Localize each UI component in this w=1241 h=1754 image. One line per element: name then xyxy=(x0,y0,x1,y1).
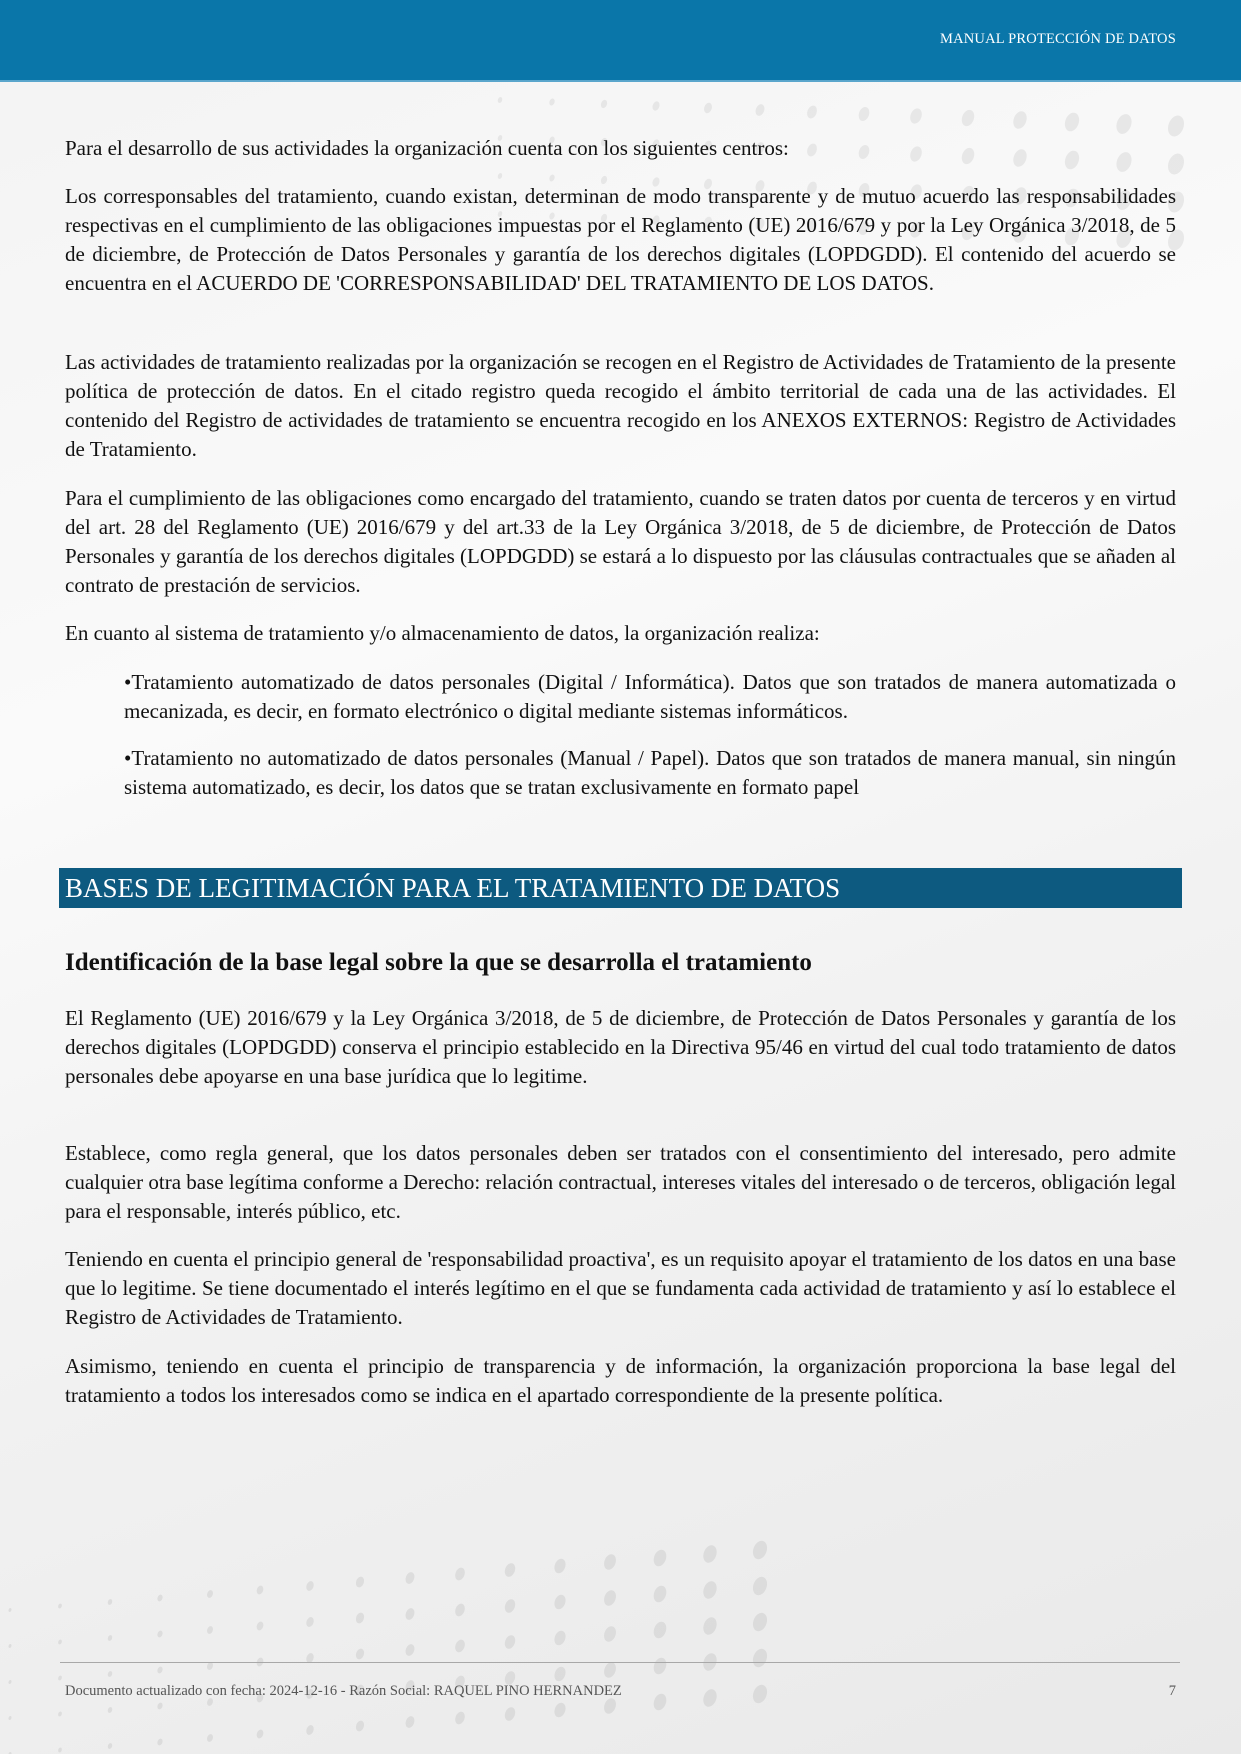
paragraph: El Reglamento (UE) 2016/679 y la Ley Orgánica 3/2018, de 5 de diciembre, de Protección de Datos Personales y garantía de los derechos digitales (LOPDGDD) conserva el principio establecido en la Directiva 95/46 en virtud del cual todo tratamiento de datos personales debe apoyarse en una base jurídica que lo legitime. xyxy=(65,1006,1176,1088)
paragraph: Establece, como regla general, que los datos personales deben ser tratados con el consentimiento del interesado, pero admite cualquier otra base legítima conforme a Derecho: relación contractual, intereses vitales del interesado o de terceros, obligación legal para el responsable, interés público, etc. xyxy=(65,1141,1176,1223)
footer-divider xyxy=(60,1662,1180,1663)
page-number: 7 xyxy=(1168,1683,1176,1699)
paragraph: Teniendo en cuenta el principio general de 'responsabilidad proactiva', es un requisito apoyar el tratamiento de los datos en una base que lo legitime. Se tiene documentado el interés legítimo en el que se fundamenta cada actividad de tratamiento y así lo establece el Registro de Actividades de Tratamiento. xyxy=(65,1247,1176,1329)
subheading: Identificación de la base legal sobre la que se desarrolla el tratamiento xyxy=(65,949,812,976)
paragraph: Para el cumplimiento de las obligaciones como encargado del tratamiento, cuando se traten datos por cuenta de terceros y en virtud del art. 28 del Reglamento (UE) 2016/679 y del art.33 de la Ley Orgánica 3/2018, de 5 de diciembre, de Protección de Datos Personales y garantía de los derechos digitales (LOPDGDD) se estará a lo dispuesto por las cláusulas contractuales que se añaden al contrato de prestación de servicios. xyxy=(65,486,1176,597)
paragraph: En cuanto al sistema de tratamiento y/o almacenamiento de datos, la organización realiza: xyxy=(65,621,820,645)
paragraph: Los corresponsables del tratamiento, cuando existan, determinan de modo transparente y de mutuo acuerdo las responsabilidades respectivas en el cumplimiento de las obligaciones impuestas por el Reglamento (UE) 2016/679 y por la Ley Orgánica 3/2018, de 5 de diciembre, de Protección de Datos Personales y garantía de los derechos digitales (LOPDGDD). El contenido del acuerdo se encuentra en el ACUERDO DE 'CORRESPONSABILIDAD' DEL TRATAMIENTO DE LOS DATOS. xyxy=(65,184,1176,295)
header-title: MANUAL PROTECCIÓN DE DATOS xyxy=(939,31,1176,47)
bullet-item: •Tratamiento automatizado de datos personales (Digital / Informática). Datos que son tratados de manera automatizada o mecanizada, es decir, en formato electrónico o digital mediante sistemas informáticos. xyxy=(124,670,1176,723)
footer-text: Documento actualizado con fecha: 2024-12-16 - Razón Social: RAQUEL PINO HERNANDEZ xyxy=(65,1683,622,1699)
paragraph: Asimismo, teniendo en cuenta el principio de transparencia y de información, la organización proporciona la base legal del tratamiento a todos los interesados como se indica en el apartado correspondiente de la presente política. xyxy=(65,1354,1176,1407)
page-header xyxy=(0,0,1241,82)
section-title: BASES DE LEGITIMACIÓN PARA EL TRATAMIENTO DE DATOS xyxy=(59,868,1182,908)
paragraph: Para el desarrollo de sus actividades la organización cuenta con los siguientes centros: xyxy=(65,136,789,160)
paragraph: Las actividades de tratamiento realizadas por la organización se recogen en el Registro de Actividades de Tratamiento de la presente política de protección de datos. En el citado registro queda recogido el ámbito territorial de cada una de las actividades. El contenido del Registro de actividades de tratamiento se encuentra recogido en los ANEXOS EXTERNOS: Registro de Actividades de Tratamiento. xyxy=(65,350,1176,461)
bullet-item: •Tratamiento no automatizado de datos personales (Manual / Papel). Datos que son tratados de manera manual, sin ningún sistema automatizado, es decir, los datos que se tratan exclusivamente en formato papel xyxy=(124,746,1176,799)
